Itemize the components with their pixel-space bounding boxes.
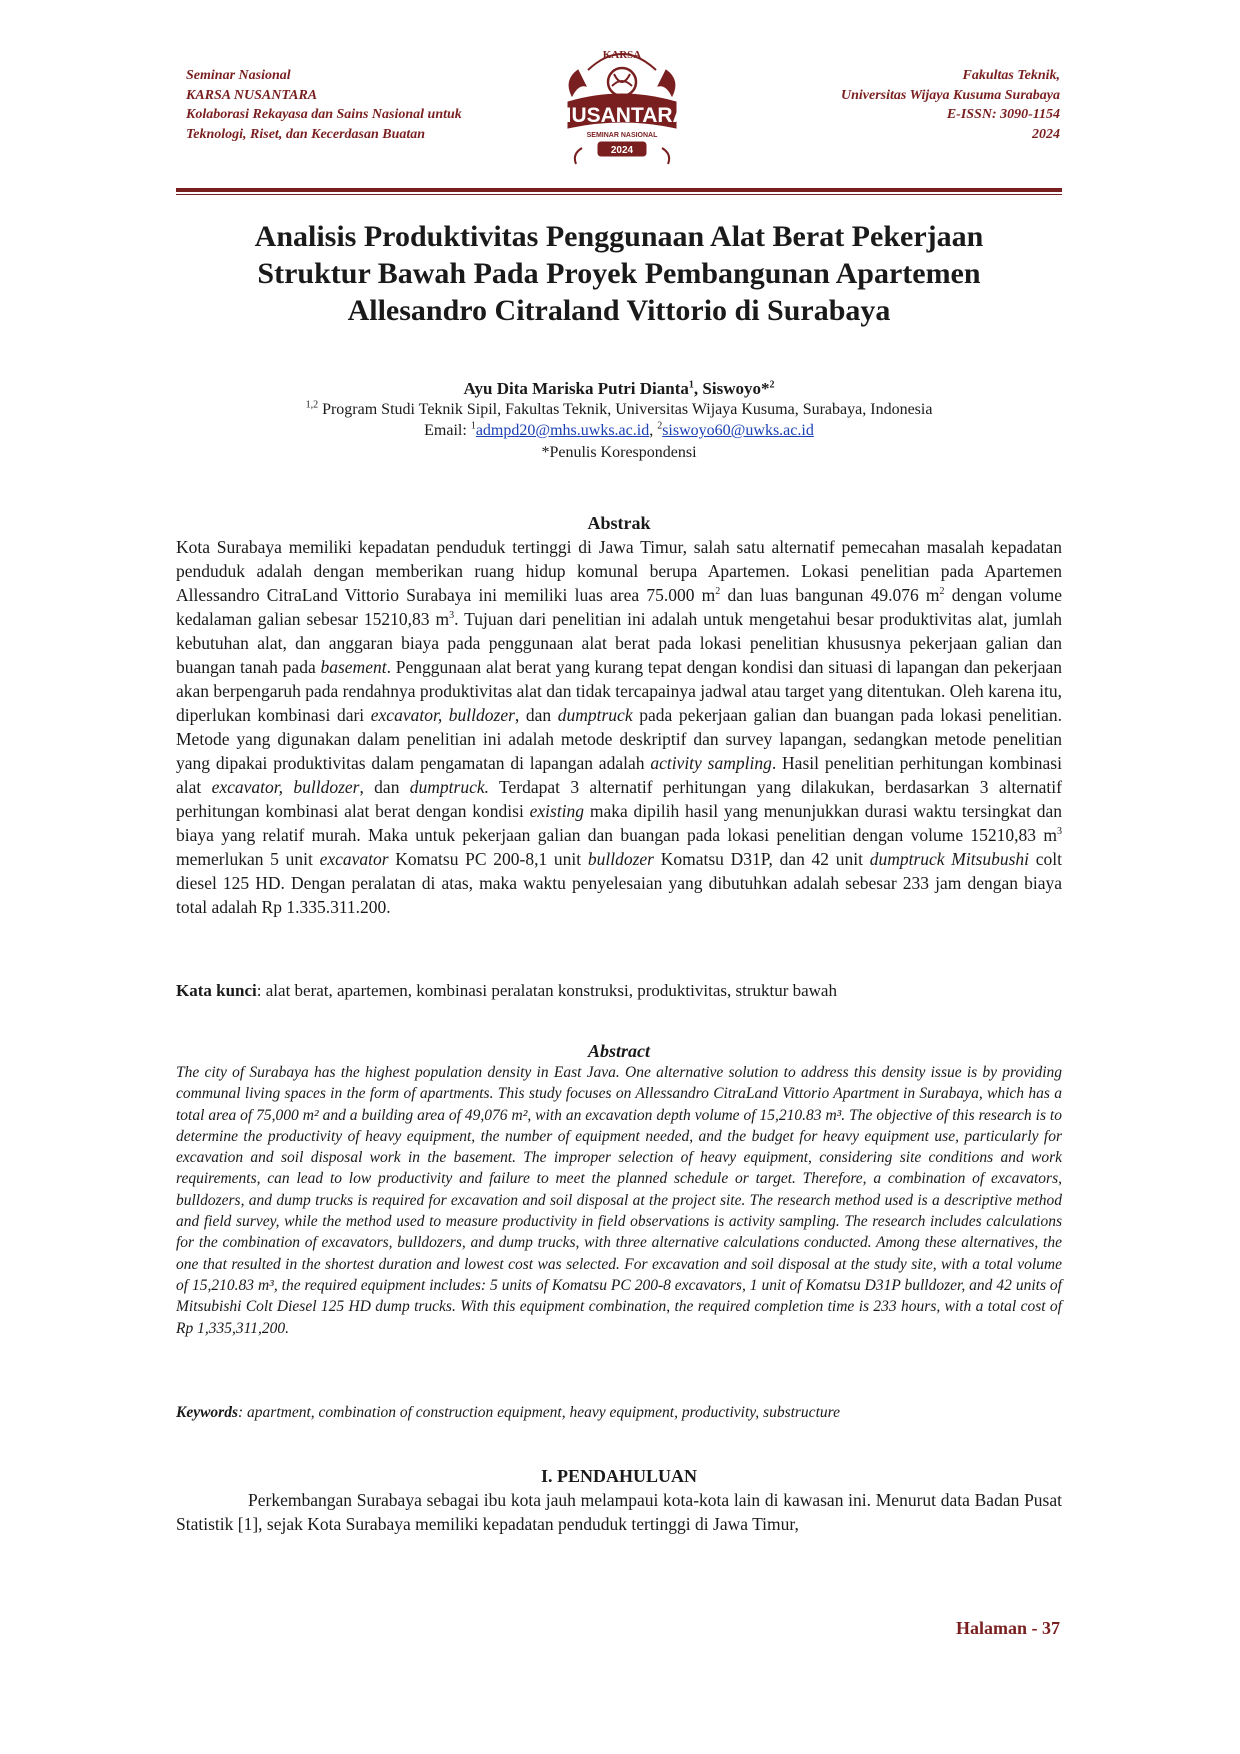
logo-top-text: KARSA — [602, 49, 642, 61]
corresponding-author-note: *Penulis Korespondensi — [541, 444, 697, 461]
abstrak-text: maka dipilih hasil yang menunjukkan durasi waktu tersingkat dan biaya yang relatif murah. Maka untuk pekerjaan galian dan buangan pada lokasi penelitian dengan volume 15210,83 m — [176, 801, 1062, 845]
kata-kunci — [176, 980, 1062, 1002]
abstrak-text: . Hasil penelitian perhitungan kombinasi alat — [176, 753, 1062, 797]
author-name: Siswoyo* — [702, 379, 770, 398]
title-line: Allesandro Citraland Vittorio di Surabaya — [347, 294, 891, 327]
abstract-heading: Abstract — [587, 1041, 650, 1061]
abstrak-text: colt diesel 125 HD. Dengan peralatan di atas, maka waktu penyelesaian yang dibutuhkan adalah sebesar 233 jam dengan biaya total adalah Rp 1.335.311.200. — [176, 849, 1062, 917]
header-right-line: 2024 — [1032, 126, 1060, 142]
author-superscript: 1 — [688, 379, 694, 391]
logo-year: 2024 — [610, 145, 634, 156]
keywords-text: : apartment, combination of construction equipment, heavy equipment, productivity, substructure — [238, 1404, 840, 1421]
abstrak-italic: dumptruck — [557, 705, 633, 725]
page-number: Halaman - 37 — [955, 1618, 1060, 1638]
abstrak-text: dan luas bangunan 49.076 m — [720, 585, 940, 605]
author-list — [176, 378, 1062, 400]
abstrak-text: pada pekerjaan galian dan buangan pada lokasi penelitian. Metode yang digunakan dalam penelitian ini adalah metode deskriptif dan survey lapangan, sedangkan metode penelitian yang dipakai produktivitas dalam pengamatan di lapangan adalah — [176, 705, 1062, 773]
section-heading: I. PENDAHULUAN — [540, 1466, 697, 1486]
abstrak-italic: basement — [320, 657, 387, 677]
header-rule-thin — [176, 194, 1062, 195]
affiliation-superscript: 1,2 — [305, 399, 319, 411]
abstrak-italic: dumptruck Mitsubushi — [869, 849, 1030, 869]
abstrak-italic: excavator — [319, 849, 389, 869]
abstrak-italic: bulldozer — [587, 849, 654, 869]
header-rule — [176, 188, 1062, 192]
header-left — [186, 66, 546, 144]
abstrak-text: , dan — [514, 705, 558, 725]
header-right-line: Fakultas Teknik, — [962, 68, 1060, 83]
abstrak-italic: dumptruck. — [409, 777, 490, 797]
affiliation — [176, 400, 1062, 420]
author-separator: , — [693, 379, 703, 398]
email-link-2[interactable]: siswoyo60@uwks.ac.id — [662, 422, 814, 439]
header-left-line: Kolaborasi Rekayasa dan Sains Nasional untuk — [186, 107, 462, 122]
email-label: Email: — [424, 422, 471, 439]
abstrak-text: , dan — [359, 777, 410, 797]
title-line: Analisis Produktivitas Penggunaan Alat Berat Pekerjaan — [254, 220, 984, 253]
abstrak-text: dengan volume kedalaman galian sebesar 15210,83 m — [176, 585, 1062, 629]
email-superscript: 2 — [657, 420, 663, 432]
logo-main-text: NUSANTARA — [556, 104, 688, 127]
abstract-body: The city of Surabaya has the highest population density in East Java. One alternative solution to address this density issue is by providing communal living spaces in the form of apartments. This study focuses on Allessandro CitraLand Vittorio Apartment in Surabaya, which has a total area of 75,000 m² and a building area of 49,076 m², with an excavation depth volume of 15,210.83 m³. The objective of this research is to determine the productivity of heavy equipment, the number of equipment needed, and the budget for heavy equipment use, particularly for excavation and soil disposal work in the basement. The improper selection of heavy equipment, considering site conditions and work requirements, can lead to low productivity and failure to meet the planned schedule or target. Therefore, a combination of excavators, bulldozers, and dump trucks is required for excavation and soil disposal at the project site. The research method used is a descriptive method and field survey, while the method used to measure productivity in field observations is activity sampling. The research includes calculations for the combination of excavators, bulldozers, and dump trucks, with three alternative calculations conducted. Among these alternatives, the one that resulted in the shortest duration and lowest cost was selected. For excavation and soil disposal at the study site, with a total volume of 15,210.83 m³, the required equipment includes: 5 units of Komatsu PC 200-8 excavators, 1 unit of Komatsu D31P bulldozer, and 42 units of Mitsubishi Colt Diesel 125 HD dump trucks. With this equipment combination, the required completion time is 233 hours, with a total cost of Rp 1,335,311,200. — [176, 1064, 1062, 1337]
affiliation-text: Program Studi Teknik Sipil, Fakultas Teknik, Universitas Wijaya Kusuma, Surabaya, Indonesia — [318, 401, 933, 418]
paper-title — [176, 218, 1062, 329]
superscript: 2 — [939, 586, 945, 598]
section-body: Perkembangan Surabaya sebagai ibu kota jauh melampaui kota-kota lain di kawasan ini. Menurut data Badan Pusat Statistik [1], sejak Kota Surabaya memiliki kepadatan penduduk tertinggi di Jawa Timur, — [176, 1490, 1062, 1534]
email-separator: , — [649, 422, 658, 439]
email-superscript: 1 — [470, 420, 476, 432]
abstrak-text: Komatsu D31P, dan 42 unit — [653, 849, 870, 869]
header-right-line: Universitas Wijaya Kusuma Surabaya — [841, 87, 1060, 103]
kata-kunci-text: : alat berat, apartemen, kombinasi peralatan konstruksi, produktivitas, struktur bawah — [256, 981, 837, 1000]
abstrak-body — [176, 535, 1062, 919]
header-left-line: Teknologi, Riset, dan Kecerdasan Buatan — [186, 126, 426, 142]
header-left-line: KARSA NUSANTARA — [186, 87, 318, 103]
karsa-nusantara-logo — [548, 40, 696, 168]
keywords-label: Keywords — [176, 1404, 238, 1421]
abstrak-italic: excavator, bulldozer — [370, 705, 515, 725]
kata-kunci-label: Kata kunci — [176, 981, 257, 1000]
abstrak-italic: existing — [529, 801, 585, 821]
logo-sub-text: SEMINAR NASIONAL — [586, 132, 658, 139]
abstrak-text: . Penggunaan alat berat yang kurang tepat dengan kondisi dan situasi di lapangan dan pekerjaan akan berpengaruh pada rendahnya produktivitas alat dan tidak tercapainya jadwal atau target yang ditentukan. Oleh karena itu, diperlukan kombinasi dari — [176, 657, 1062, 725]
abstrak-text: . Tujuan dari penelitian ini adalah untuk mengetahui besar produktivitas alat, jumlah kebutuhan alat, dan anggaran biaya pada penggunaan alat berat pada lokasi penelitian khususnya pekerjaan galian dan buangan tanah pada — [176, 609, 1063, 677]
abstrak-text: Terdapat 3 alternatif perhitungan yang dilakukan, berdasarkan 3 alternatif perhitungan kombinasi alat berat dengan kondisi — [176, 777, 1062, 821]
header-right-line: E-ISSN: 3090-1154 — [946, 107, 1060, 122]
abstrak-text: Komatsu PC 200-8,1 unit — [388, 849, 588, 869]
title-line: Struktur Bawah Pada Proyek Pembangunan Apartemen — [257, 257, 981, 290]
abstrak-heading: Abstrak — [587, 513, 651, 533]
header-left-line: Seminar Nasional — [186, 68, 291, 83]
header-right — [700, 66, 1060, 144]
email-link-1[interactable]: admpd20@mhs.uwks.ac.id — [475, 422, 650, 439]
abstrak-italic: excavator, bulldozer — [211, 777, 360, 797]
author-emails — [176, 421, 1062, 441]
abstrak-text: memerlukan 5 unit — [176, 849, 320, 869]
superscript: 3 — [1057, 826, 1062, 838]
superscript: 2 — [715, 586, 721, 598]
abstrak-italic: activity sampling — [650, 753, 772, 773]
author-superscript: 2 — [769, 379, 775, 391]
keywords — [176, 1402, 1062, 1423]
author-name: Ayu Dita Mariska Putri Dianta — [463, 379, 689, 398]
superscript: 3 — [449, 610, 455, 622]
abstrak-text: Kota Surabaya memiliki kepadatan penduduk tertinggi di Jawa Timur, salah satu alternatif pemecahan masalah kepadatan penduduk adalah dengan memberikan ruang hidup komunal berupa Apartemen. Lokasi penelitian pada Apartemen Allessandro CitraLand Vittorio Surabaya ini memiliki luas area 75.000 m — [176, 537, 1062, 605]
